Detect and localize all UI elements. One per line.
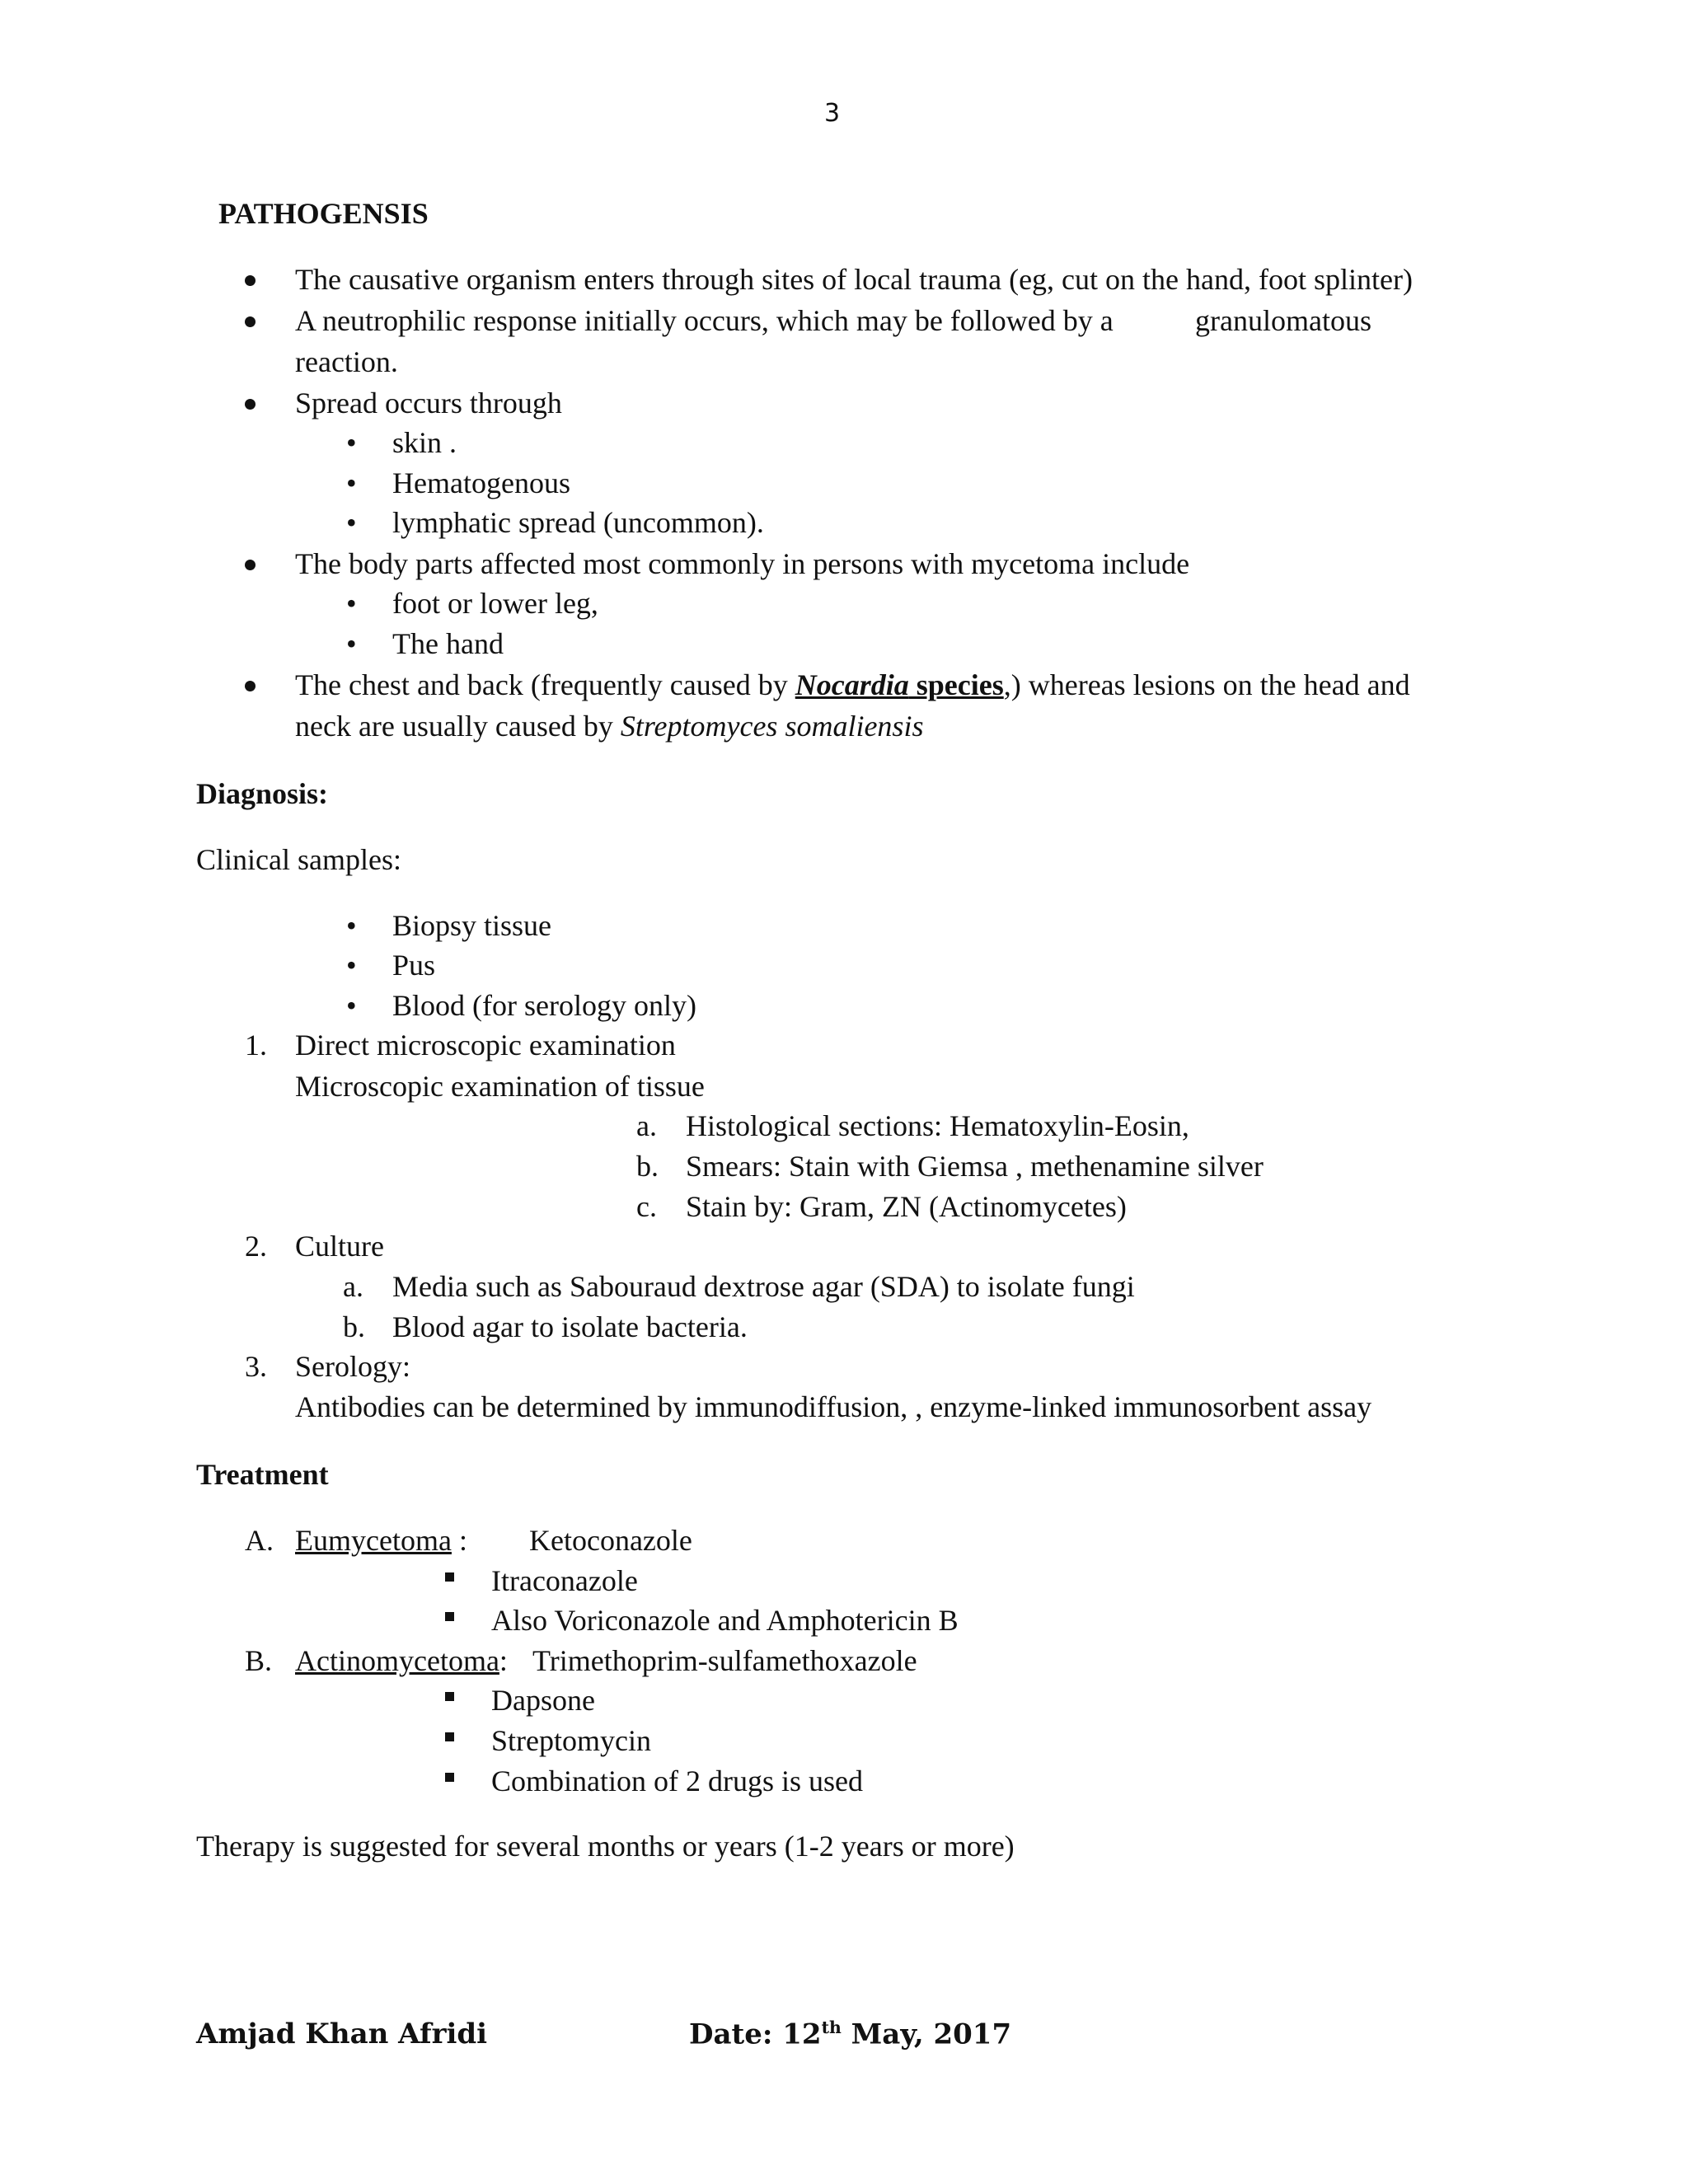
spread-item: lymphatic spread (uncommon). xyxy=(392,506,764,539)
culture-label: Culture xyxy=(295,1230,384,1263)
pathogenesis-bullet-2-line2: reaction. xyxy=(295,345,398,378)
actinomycetoma-label: Actinomycetoma: xyxy=(295,1644,508,1677)
list-number: 3. xyxy=(245,1350,267,1383)
spread-item: Hematogenous xyxy=(392,466,570,499)
list-number: 2. xyxy=(245,1230,267,1263)
sub-bullet: • xyxy=(346,587,357,620)
list-letter: A. xyxy=(245,1524,274,1557)
culture-item: Blood agar to isolate bacteria. xyxy=(392,1310,748,1343)
list-letter: B. xyxy=(245,1644,273,1677)
sample-item: Biopsy tissue xyxy=(392,909,552,942)
pathogenesis-bullet-5: The chest and back (frequently caused by Nocardia species,) whereas lesions on the head and xyxy=(295,668,1410,701)
footer-date: Date: 12th May, 2017 xyxy=(689,2018,1012,2051)
bullet-dot xyxy=(245,316,256,327)
actinomycetoma-first-drug: Trimethoprim-sulfamethoxazole xyxy=(532,1644,917,1677)
sub-bullet: • xyxy=(346,627,357,660)
square-bullet xyxy=(445,1612,454,1621)
sample-item: Blood (for serology only) xyxy=(392,989,696,1022)
body-part-item: The hand xyxy=(392,627,504,660)
culture-item: Media such as Sabouraud dextrose agar (SDA) to isolate fungi xyxy=(392,1270,1135,1303)
sub-bullet: • xyxy=(346,466,357,499)
direct-microscopy: Direct microscopic examination xyxy=(295,1029,676,1062)
list-letter: b. xyxy=(343,1310,365,1343)
pathogenesis-bullet-2: A neutrophilic response initially occurs, which may be followed by a xyxy=(295,304,1114,337)
treatment-heading: Treatment xyxy=(196,1458,329,1491)
therapy-note: Therapy is suggested for several months or years (1-2 years or more) xyxy=(196,1830,1015,1863)
drug-item: Streptomycin xyxy=(491,1724,651,1757)
square-bullet xyxy=(445,1732,454,1741)
square-bullet xyxy=(445,1572,454,1582)
bullet-dot xyxy=(245,399,256,410)
pathogenesis-bullet-3: Spread occurs through xyxy=(295,387,562,419)
square-bullet xyxy=(445,1773,454,1782)
serology-text: Antibodies can be determined by immunodiffusion, , enzyme-linked immunosorbent assay xyxy=(295,1390,1372,1423)
square-bullet xyxy=(445,1692,454,1701)
sub-bullet: • xyxy=(346,949,357,982)
list-letter: a. xyxy=(343,1270,363,1303)
list-letter: a. xyxy=(636,1109,657,1142)
body-part-item: foot or lower leg, xyxy=(392,587,598,620)
spread-item: skin . xyxy=(392,426,457,459)
pathogenesis-bullet-1: The causative organism enters through sites of local trauma (eg, cut on the hand, foot splinter) xyxy=(295,263,1413,296)
sub-bullet: • xyxy=(346,989,357,1022)
page-number: 3 xyxy=(824,99,841,128)
pathogenesis-bullet-5-line2: neck are usually caused by Streptomyces somaliensis xyxy=(295,710,924,743)
sub-bullet: • xyxy=(346,909,357,942)
micro-item: Smears: Stain with Giemsa , methenamine silver xyxy=(686,1150,1264,1183)
sub-bullet: • xyxy=(346,506,357,539)
micro-item: Stain by: Gram, ZN (Actinomycetes) xyxy=(686,1190,1127,1223)
list-number: 1. xyxy=(245,1029,267,1062)
serology-label: Serology: xyxy=(295,1350,410,1383)
eumycetoma-label: Eumycetoma : xyxy=(295,1524,467,1557)
pathogenesis-bullet-2-cont: granulomatous xyxy=(1195,304,1372,337)
drug-item: Combination of 2 drugs is used xyxy=(491,1765,863,1797)
eumycetoma-first-drug: Ketoconazole xyxy=(529,1524,692,1557)
bullet-dot xyxy=(245,560,256,570)
pathogenesis-heading: PATHOGENSIS xyxy=(218,197,429,230)
sub-bullet: • xyxy=(346,426,357,459)
pathogenesis-bullet-4: The body parts affected most commonly in persons with mycetoma include xyxy=(295,547,1190,580)
drug-item: Also Voriconazole and Amphotericin B xyxy=(491,1604,959,1637)
micro-item: Histological sections: Hematoxylin-Eosin, xyxy=(686,1109,1189,1142)
bullet-dot xyxy=(245,681,256,691)
list-letter: b. xyxy=(636,1150,659,1183)
microscopic-examination: Microscopic examination of tissue xyxy=(295,1070,705,1103)
drug-item: Itraconazole xyxy=(491,1564,638,1597)
drug-item: Dapsone xyxy=(491,1684,595,1717)
list-letter: c. xyxy=(636,1190,657,1223)
footer-author: Amjad Khan Afridi xyxy=(196,2018,488,2050)
bullet-dot xyxy=(245,275,256,286)
clinical-samples-label: Clinical samples: xyxy=(196,843,401,876)
sample-item: Pus xyxy=(392,949,436,982)
diagnosis-heading: Diagnosis: xyxy=(196,777,329,810)
